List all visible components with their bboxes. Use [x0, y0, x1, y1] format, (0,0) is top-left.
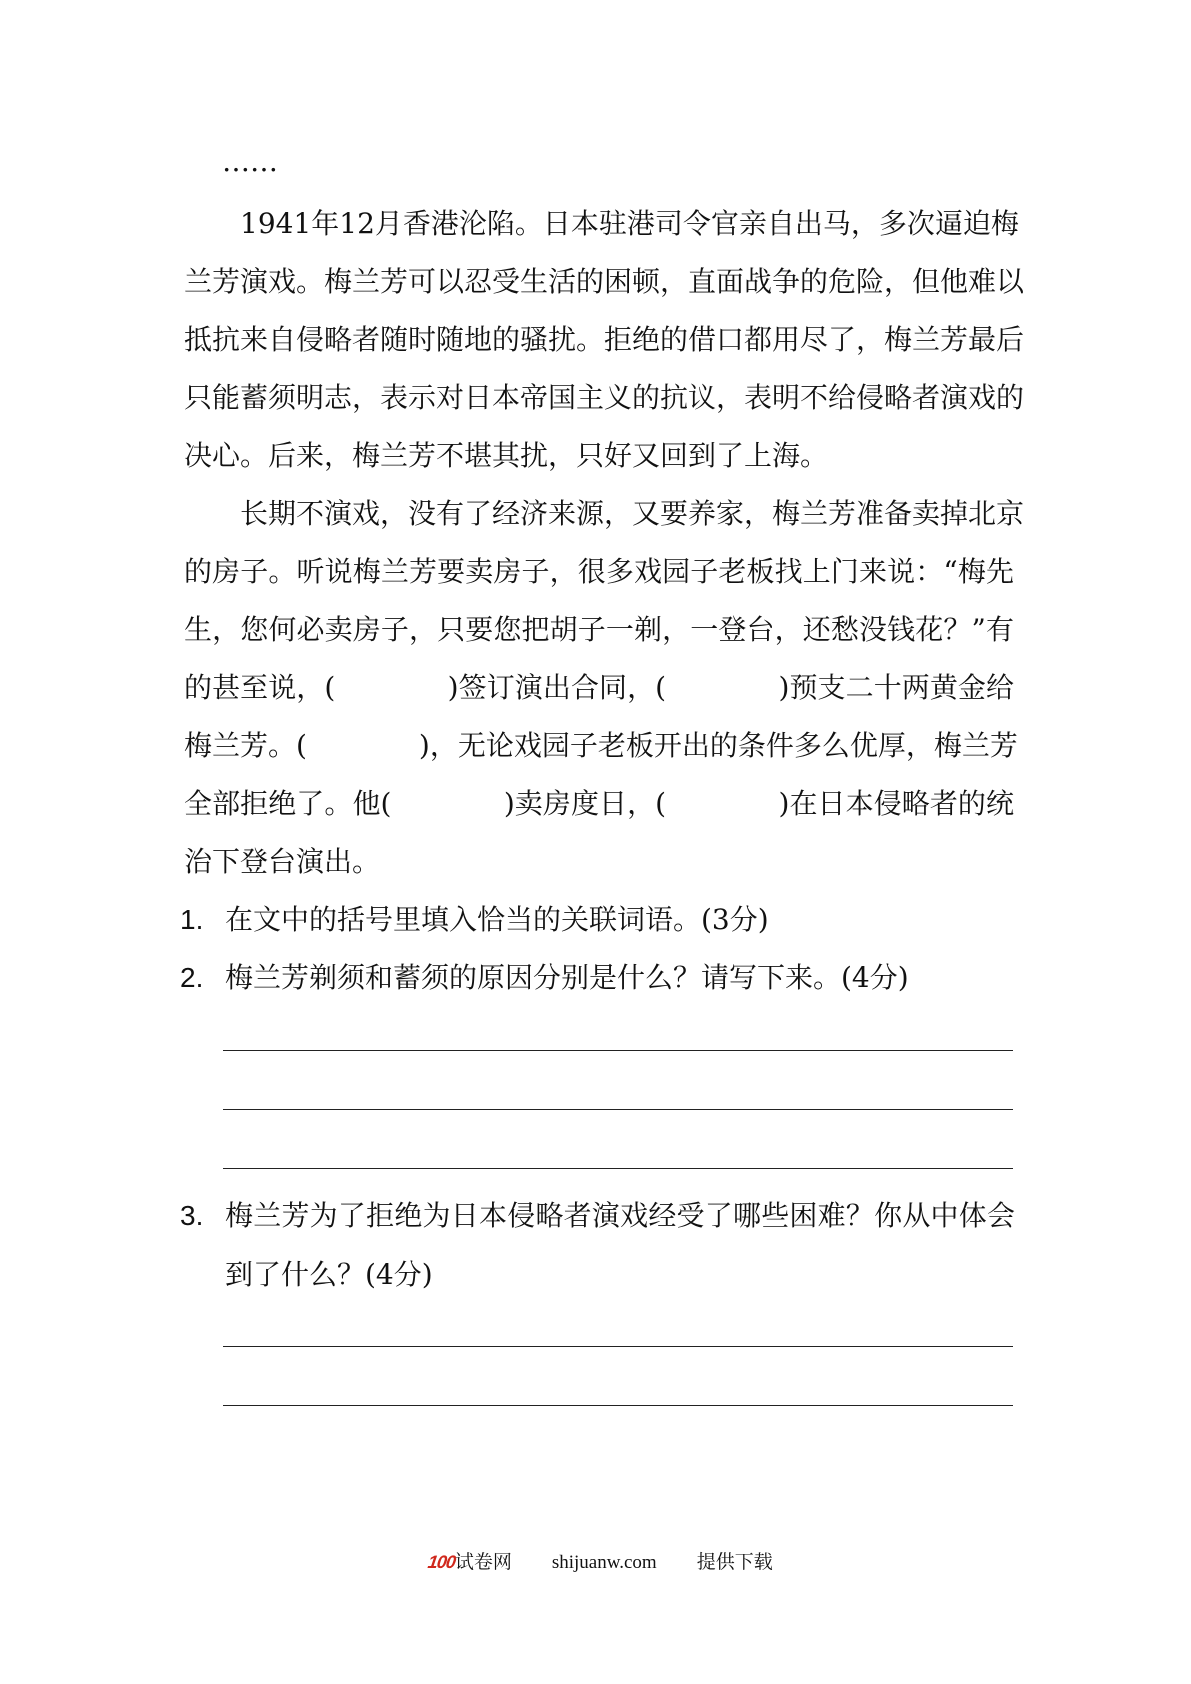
question-text: 在文中的括号里填入恰当的关联词语。(3分) — [225, 903, 769, 936]
paragraph-line: 生，您何必卖房子，只要您把胡子一剃，一登台，还愁没钱花？”有 — [184, 613, 1014, 646]
paragraph-line: 的房子。听说梅兰芳要卖房子，很多戏园子老板找上门来说：“梅先 — [184, 555, 1014, 588]
question-text: 梅兰芳为了拒绝为日本侵略者演戏经受了哪些困难？你从中体会 — [225, 1199, 1015, 1232]
question-number: 3. — [180, 1200, 204, 1231]
answer-line[interactable] — [223, 1109, 1013, 1110]
paragraph-line: 抵抗来自侵略者随时随地的骚扰。拒绝的借口都用尽了，梅兰芳最后 — [184, 323, 1025, 356]
paragraph-line: 长期不演戏，没有了经济来源，又要养家，梅兰芳准备卖掉北京 — [184, 497, 1025, 530]
paragraph-line: 全部拒绝了。他( )卖房度日，( )在日本侵略者的统 — [184, 787, 1014, 820]
site-url[interactable]: shijuanw.com — [551, 1552, 657, 1573]
question-number: 2. — [180, 962, 204, 993]
question-number: 1. — [180, 904, 204, 935]
answer-line[interactable] — [223, 1168, 1013, 1169]
answer-line[interactable] — [223, 1050, 1013, 1051]
ellipsis: …… — [222, 145, 278, 178]
paragraph-line: 决心。后来，梅兰芳不堪其扰，只好又回到了上海。 — [184, 439, 829, 472]
paragraph-line: 的甚至说，( )签订演出合同，( )预支二十两黄金给 — [184, 671, 1014, 704]
site-logo: 100 — [426, 1552, 457, 1572]
paragraph-line: 梅兰芳。( )，无论戏园子老板开出的条件多么优厚，梅兰芳 — [184, 729, 1018, 762]
answer-line[interactable] — [223, 1405, 1013, 1406]
site-name: 试卷网 — [454, 1552, 512, 1573]
answer-line[interactable] — [223, 1346, 1013, 1347]
paragraph-line: 治下登台演出。 — [184, 845, 381, 878]
footer — [0, 1523, 1191, 1576]
paragraph-line: 1941年12月香港沦陷。日本驻港司令官亲自出马，多次逼迫梅 — [184, 207, 1019, 240]
download-note: 提供下载 — [696, 1552, 773, 1573]
paragraph-line: 只能蓄须明志，表示对日本帝国主义的抗议，表明不给侵略者演戏的 — [184, 381, 1025, 414]
paragraph-line: 兰芳演戏。梅兰芳可以忍受生活的困顿，直面战争的危险，但他难以 — [184, 265, 1025, 298]
question-text: 梅兰芳剃须和蓄须的原因分别是什么？请写下来。(4分) — [225, 961, 909, 994]
question-text: 到了什么？(4分) — [225, 1258, 433, 1291]
